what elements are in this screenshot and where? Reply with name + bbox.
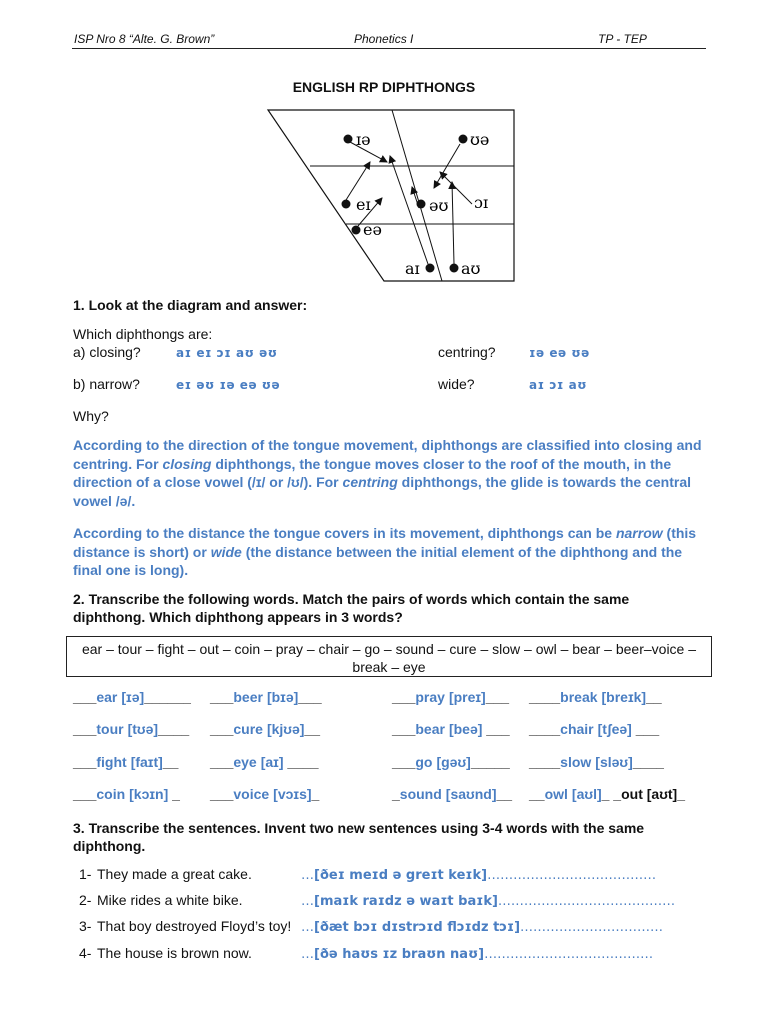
exercise-item: ____chair [tʃeə] ___ bbox=[529, 721, 660, 737]
transcription: [sləʊ] bbox=[595, 754, 633, 770]
transcription: [saʊnd] bbox=[445, 786, 497, 802]
transcription: [kɔɪn] bbox=[129, 786, 169, 802]
wide-answer: aɪ ɔɪ aʊ bbox=[529, 378, 588, 392]
narrow-label: b) narrow? bbox=[73, 376, 140, 392]
narrow-answer: eɪ əʊ ɪə eə ʊə bbox=[176, 378, 281, 392]
transcription: [ɪə] bbox=[121, 689, 145, 705]
exercise-item: ___bear [beə] ___ bbox=[392, 721, 510, 737]
sentence-transcription: …[ðæt bɔɪ dɪstrɔɪd flɔɪdz tɔɪ]…………………………… bbox=[301, 920, 664, 935]
exercise-item: __owl [aʊl]_ _out [aʊt]_ bbox=[529, 786, 685, 802]
word-box: ear – tour – fight – out – coin – pray – chair – go – sound – cure – slow – owl – bear – beer–voice – break – eye bbox=[66, 636, 712, 677]
dot-ea bbox=[352, 226, 361, 235]
sentence-transcription: …[maɪk raɪdz ə waɪt baɪk]……………..…………………… bbox=[301, 894, 676, 909]
sentence-number: 2- bbox=[79, 892, 92, 908]
exercise-item: ___coin [kɔɪn] _ bbox=[73, 786, 180, 802]
exercise-item: ___go [gəʊ]_____ bbox=[392, 754, 510, 770]
header-institution: ISP Nro 8 “Alte. G. Brown” bbox=[74, 32, 215, 46]
exercise-item: _sound [saʊnd]__ bbox=[392, 786, 513, 802]
diagram-label: aʊ bbox=[461, 259, 481, 278]
diphthong-diagram bbox=[262, 104, 522, 284]
diagram-label: ɪə bbox=[356, 130, 371, 149]
why-label: Why? bbox=[73, 408, 109, 424]
transcription: [tʃeə] bbox=[597, 721, 632, 737]
transcription: [aɪ] bbox=[260, 754, 284, 770]
exercise-item: ___cure [kjʊə]__ bbox=[210, 721, 320, 737]
sentence-text: That boy destroyed Floyd’s toy! bbox=[97, 918, 292, 934]
sentence-transcription: …[ðə haʊs ɪz braʊn naʊ]………………………………… bbox=[301, 947, 654, 962]
transcription: [beə] bbox=[448, 721, 483, 737]
sentence-number: 1- bbox=[79, 866, 92, 882]
sentence-text: Mike rides a white bike. bbox=[97, 892, 243, 908]
centring-answer: ɪə eə ʊə bbox=[529, 346, 590, 360]
diagram-label: ɔɪ bbox=[474, 193, 489, 212]
wide-label: wide? bbox=[438, 376, 475, 392]
diagram-label: eɪ bbox=[356, 195, 371, 214]
header-program: TP - TEP bbox=[598, 32, 647, 46]
q1-heading: 1. Look at the diagram and answer: bbox=[73, 297, 308, 313]
q1-intro: Which diphthongs are: bbox=[73, 326, 213, 342]
header-rule bbox=[72, 48, 706, 49]
explanation-paragraph-2: According to the distance the tongue covers in its movement, diphthongs can be narrow (this distance is short) or wide (the distance between the initial element of the diphthong and the final one is long). bbox=[73, 525, 697, 578]
transcription: [bɪə] bbox=[266, 689, 299, 705]
sentence-number: 3- bbox=[79, 918, 92, 934]
exercise-item: ___beer [bɪə]___ bbox=[210, 689, 322, 705]
transcription: [vɔɪs] bbox=[273, 786, 312, 802]
sentence-transcription: …[ðeɪ meɪd ə greɪt keɪk]………………………………… bbox=[301, 868, 657, 883]
sentence-text: The house is brown now. bbox=[97, 945, 252, 961]
dot-ai bbox=[426, 264, 435, 273]
transcription: [aʊl] bbox=[571, 786, 602, 802]
transcription: [preɪ] bbox=[448, 689, 486, 705]
dot-au bbox=[450, 264, 459, 273]
diagram-label: ʊə bbox=[470, 130, 490, 149]
diagram-label: aɪ bbox=[405, 259, 420, 278]
header-course: Phonetics I bbox=[354, 32, 414, 46]
q2-heading: 2. Transcribe the following words. Match the pairs of words which contain the same diphthong. Which diphthong appears in 3 words? bbox=[73, 591, 630, 625]
page-title: ENGLISH RP DIPHTHONGS bbox=[292, 79, 476, 95]
closing-label: a) closing? bbox=[73, 344, 141, 360]
exercise-item: ___ear [ɪə]______ bbox=[73, 689, 191, 705]
transcription: [kjʊə] bbox=[266, 721, 305, 737]
exercise-item: ___tour [tʊə]____ bbox=[73, 721, 190, 737]
closing-answer: aɪ eɪ ɔɪ aʊ əʊ bbox=[176, 346, 278, 360]
exercise-item: ___pray [preɪ]___ bbox=[392, 689, 510, 705]
exercise-item: ___eye [aɪ] ____ bbox=[210, 754, 319, 770]
transcription: [tʊə] bbox=[127, 721, 159, 737]
transcription: [breɪk] bbox=[601, 689, 647, 705]
exercise-item: ___fight [faɪt]__ bbox=[73, 754, 179, 770]
diagram-label: eə bbox=[363, 220, 382, 239]
q3-heading: 3. Transcribe the sentences. Invent two new sentences using 3-4 words with the same diphthong. bbox=[73, 820, 645, 854]
centring-label: centring? bbox=[438, 344, 496, 360]
transcription: [faɪt] bbox=[130, 754, 163, 770]
transcription: [gəʊ] bbox=[436, 754, 471, 770]
exercise-item: ____break [breɪk]__ bbox=[529, 689, 662, 705]
explanation-paragraph-1: According to the direction of the tongue movement, diphthongs are classified into closing and centring. For closing diphthongs, the tongue moves closer to the roof of the mouth, in the direction of a close vowel (/ɪ/ or /ʊ/). For centring diphthongs, the glide is towards the central vowel /ə/. bbox=[73, 437, 702, 509]
sentence-text: They made a great cake. bbox=[97, 866, 252, 882]
exercise-item: ____slow [sləʊ]____ bbox=[529, 754, 664, 770]
dot-ei bbox=[342, 200, 351, 209]
diagram-label: əʊ bbox=[429, 196, 449, 215]
sentence-number: 4- bbox=[79, 945, 92, 961]
exercise-item: ___voice [vɔɪs]_ bbox=[210, 786, 320, 802]
dot-ua bbox=[459, 135, 468, 144]
